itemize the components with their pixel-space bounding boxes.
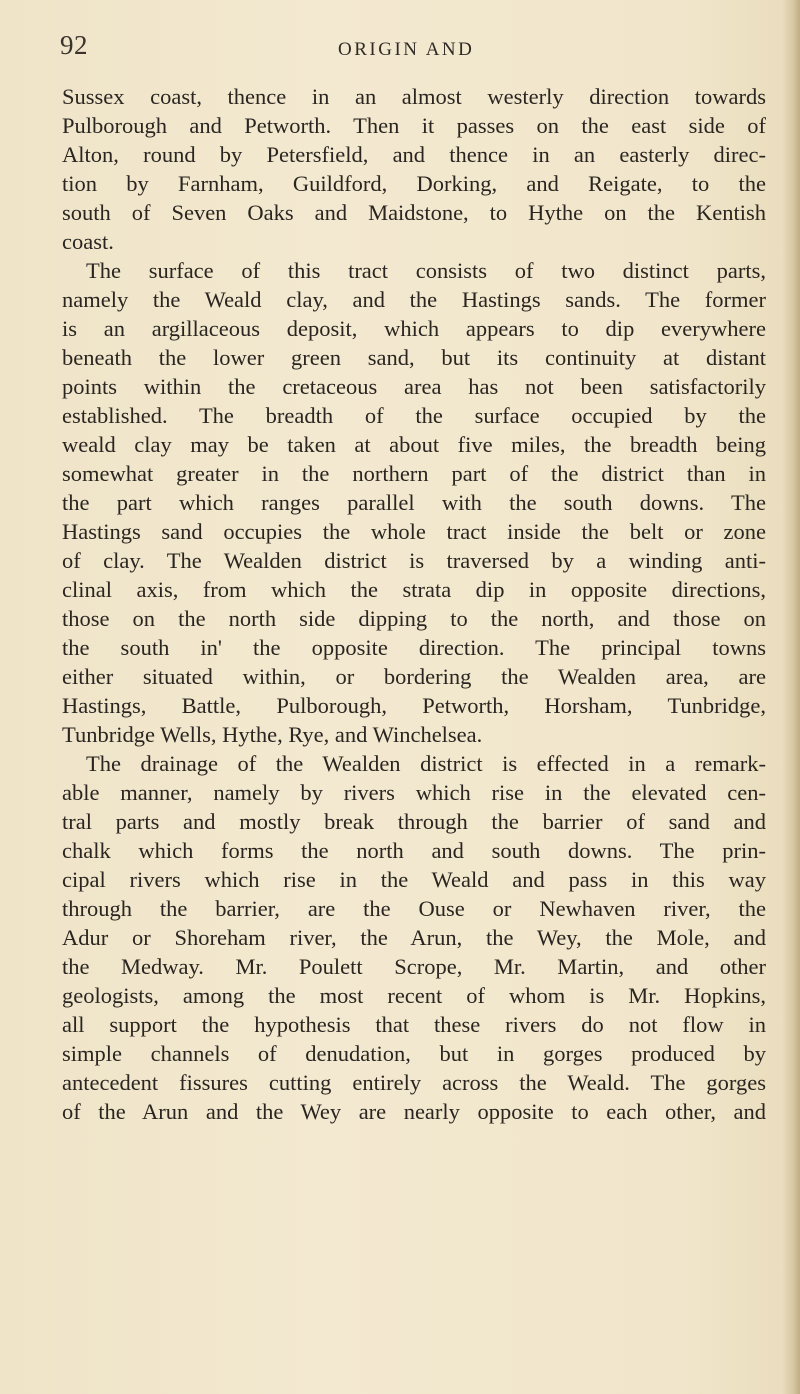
- text-line: somewhat greater in the northern part of the district than in: [62, 461, 766, 486]
- body-text: [62, 82, 766, 1126]
- text-line: established. The breadth of the surface occupied by the: [62, 403, 766, 428]
- text-line: Hastings sand occupies the whole tract inside the belt or zone: [62, 519, 766, 544]
- text-line: of the Arun and the Wey are nearly opposite to each other, and: [62, 1099, 766, 1124]
- text-line: Sussex coast, thence in an almost westerly direction towards: [62, 84, 766, 109]
- running-head: ORIGIN AND: [338, 39, 475, 60]
- text-line: the part which ranges parallel with the south downs. The: [62, 490, 766, 515]
- text-line: those on the north side dipping to the north, and those on: [62, 606, 766, 631]
- text-line: clinal axis, from which the strata dip in opposite directions,: [62, 577, 766, 602]
- paragraph-start-line: The drainage of the Wealden district is effected in a remark-: [86, 751, 766, 776]
- text-line: the south in' the opposite direction. The principal towns: [62, 635, 766, 660]
- text-line: cipal rivers which rise in the Weald and pass in this way: [62, 867, 766, 892]
- text-line: simple channels of denudation, but in gorges produced by: [62, 1041, 766, 1066]
- text-line: Pulborough and Petworth. Then it passes on the east side of: [62, 113, 766, 138]
- text-line: coast.: [62, 229, 114, 254]
- text-line: tion by Farnham, Guildford, Dorking, and Reigate, to the: [62, 171, 766, 196]
- text-line: either situated within, or bordering the Wealden area, are: [62, 664, 766, 689]
- page-edge-shadow: [782, 0, 800, 1394]
- text-line: beneath the lower green sand, but its continuity at distant: [62, 345, 766, 370]
- text-line: Tunbridge Wells, Hythe, Rye, and Winchelsea.: [62, 722, 483, 747]
- text-line: points within the cretaceous area has not been satisfactorily: [62, 374, 766, 399]
- text-line: namely the Weald clay, and the Hastings sands. The former: [62, 287, 766, 312]
- text-line: antecedent fissures cutting entirely across the Weald. The gorges: [62, 1070, 766, 1095]
- text-line: through the barrier, are the Ouse or Newhaven river, the: [62, 896, 766, 921]
- text-line: Hastings, Battle, Pulborough, Petworth, Horsham, Tunbridge,: [62, 693, 766, 718]
- text-line: of clay. The Wealden district is traversed by a winding anti-: [62, 548, 766, 573]
- text-line: south of Seven Oaks and Maidstone, to Hythe on the Kentish: [62, 200, 766, 225]
- paragraph-start-line: The surface of this tract consists of two distinct parts,: [86, 258, 766, 283]
- text-line: the Medway. Mr. Poulett Scrope, Mr. Martin, and other: [62, 954, 766, 979]
- text-line: Adur or Shoreham river, the Arun, the Wey, the Mole, and: [62, 925, 766, 950]
- text-line: weald clay may be taken at about five miles, the breadth being: [62, 432, 766, 457]
- text-line: geologists, among the most recent of whom is Mr. Hopkins,: [62, 983, 766, 1008]
- text-line: Alton, round by Petersfield, and thence in an easterly direc-: [62, 142, 766, 167]
- text-line: tral parts and mostly break through the barrier of sand and: [62, 809, 766, 834]
- page-number: 92: [60, 30, 88, 60]
- text-line: chalk which forms the north and south downs. The prin-: [62, 838, 766, 863]
- text-line: all support the hypothesis that these rivers do not flow in: [62, 1012, 766, 1037]
- text-line: able manner, namely by rivers which rise in the elevated cen-: [62, 780, 766, 805]
- text-line: is an argillaceous deposit, which appears to dip everywhere: [62, 316, 766, 341]
